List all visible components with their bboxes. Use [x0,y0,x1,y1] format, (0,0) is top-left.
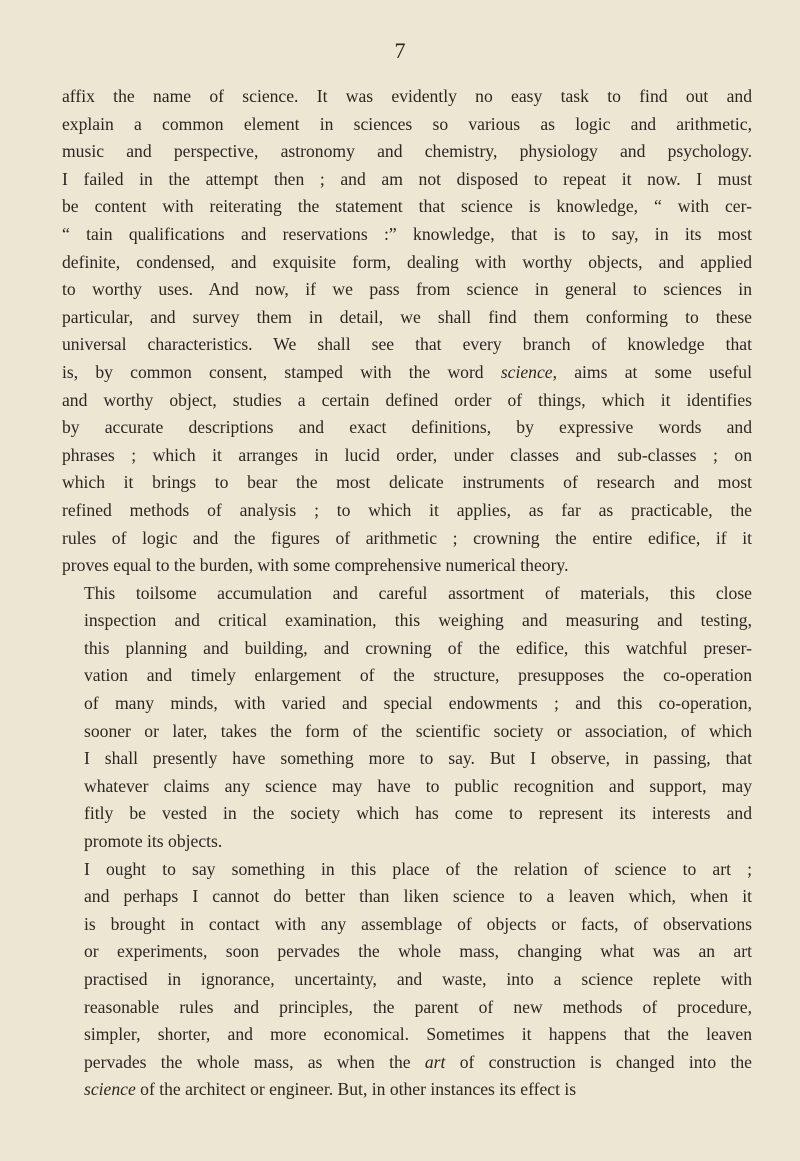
text-line: This toilsome accumulation and careful assortment of materials, this close [84,582,752,603]
paragraph [62,580,752,856]
page-number: 7 [394,38,406,63]
text-line: phrases ; which it arranges in lucid order, under classes and sub-classes ; on [62,444,752,465]
text-line: promote its objects. [84,831,223,852]
text-line: by accurate descriptions and exact definitions, by expressive words and [62,417,752,438]
emphasis: science [500,361,553,382]
text-line: practised in ignorance, uncertainty, and waste, into a science replete with [84,969,752,989]
text-line: or experiments, soon pervades the whole mass, changing what was an art [84,941,752,962]
paragraph [62,83,752,580]
text-line: proves equal to the burden, with some comprehensive numerical theory. [62,555,569,576]
text-line: inspection and critical examination, this weighing and measuring and testing, [84,610,752,631]
text-line: I failed in the attempt then ; and am not disposed to repeat it now. I must [62,168,752,189]
text-line: reasonable rules and principles, the parent of new methods of procedure, [84,996,752,1017]
text-line: science of the architect or engineer. But, in other instances its effect is [84,1079,577,1100]
text-line: vation and timely enlargement of the structure, presupposes the co-operation [84,665,752,686]
text-line: of many minds, with varied and special endowments ; and this co-operation, [84,693,752,714]
text-line: pervades the whole mass, as when the art of construction is changed into the [84,1051,752,1072]
text-line: music and perspective, astronomy and chemistry, physiology and psychology. [62,141,752,162]
text-line: refined methods of analysis ; to which it applies, as far as practicable, the [62,499,752,520]
emphasis: art [424,1051,446,1072]
text-line: sooner or later, takes the form of the scientific society or association, of which [84,720,752,741]
text-line: be content with reiterating the statement that science is knowledge, “ with cer- [62,196,752,217]
text-line: fitly be vested in the society which has come to represent its interests and [84,803,752,824]
text-line: rules of logic and the figures of arithmetic ; crowning the entire edifice, if it [62,527,752,548]
text-line: affix the name of science. It was evidently no easy task to find out and [62,86,752,106]
text-line: is, by common consent, stamped with the word science, aims at some useful [62,361,752,382]
paragraph [62,856,752,1104]
text-line: is brought in contact with any assemblage of objects or facts, of observations [84,913,752,934]
text-line: and worthy object, studies a certain defined order of things, which it identifies [62,389,752,410]
text-line: particular, and survey them in detail, we shall find them conforming to these [62,306,752,327]
text-line: I shall presently have something more to say. But I observe, in passing, that [84,748,752,769]
text-line: which it brings to bear the most delicate instruments of research and most [62,472,752,493]
text-line: whatever claims any science may have to public recognition and support, may [84,775,752,796]
text-line: universal characteristics. We shall see that every branch of knowledge that [62,334,752,355]
text-line: “ tain qualifications and reservations :” knowledge, that is to say, in its most [62,223,752,244]
text-line: to worthy uses. And now, if we pass from science in general to sciences in [62,279,752,300]
text-line: simpler, shorter, and more economical. Sometimes it happens that the leaven [84,1024,752,1045]
text-line: explain a common element in sciences so various as logic and arithmetic, [62,113,752,134]
body-text [62,83,752,1104]
text-line: definite, condensed, and exquisite form, dealing with worthy objects, and applied [62,251,752,272]
emphasis: science [84,1079,136,1100]
text-line: I ought to say something in this place of the relation of science to art ; [84,858,752,879]
text-line: this planning and building, and crowning of the edifice, this watchful preser- [84,637,752,658]
text-line: and perhaps I cannot do better than liken science to a leaven which, when it [84,886,752,907]
